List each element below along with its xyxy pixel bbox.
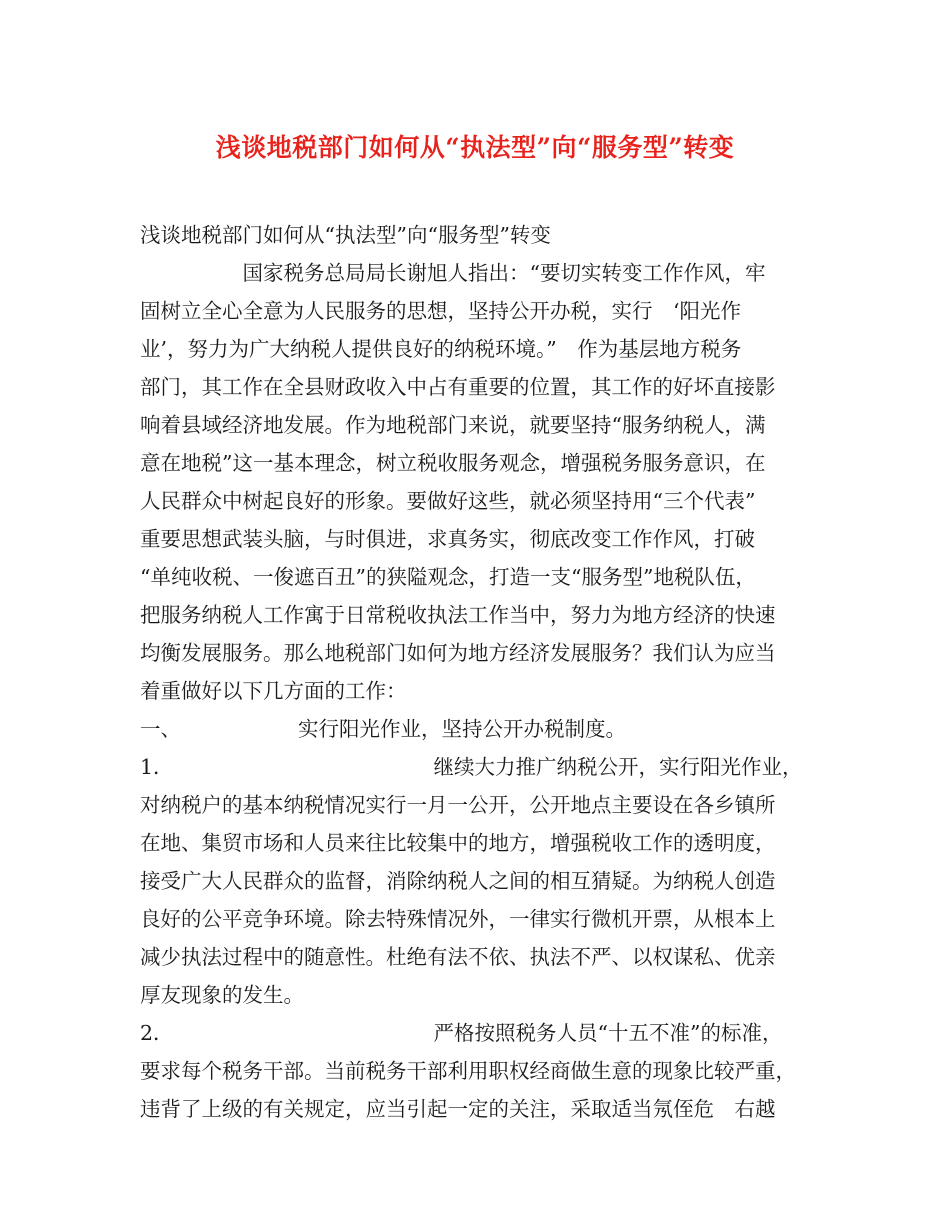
document-title: 浅谈地税部门如何从“执法型”向“服务型”转变	[215, 133, 735, 162]
paragraph-line: 着重做好以下几方面的工作：	[140, 679, 407, 703]
paragraph-line: 重要思想武装头脑，与时俱进，求真务实，彻底改变工作作风，打破	[140, 527, 755, 551]
section-number: 一、	[140, 717, 181, 741]
paragraph-line: 响着县域经济地发展。作为地税部门来说，就要坚持“服务纳税人，满	[140, 413, 766, 437]
list-item-text: 继续大力推广纳税公开，实行阳光作业，	[433, 755, 803, 779]
paragraph-line: 厚友现象的发生。	[140, 983, 304, 1007]
paragraph-line: 国家税务总局局长谢旭人指出：“要切实转变工作作风，牢	[140, 261, 766, 285]
list-item-heading	[140, 1014, 820, 1052]
list-item-number: 2．	[140, 1021, 174, 1045]
paragraph-line: 在地、集贸市场和人员来往比较集中的地方，增强税收工作的透明度，	[140, 831, 776, 855]
paragraph-line: 部门，其工作在全县财政收入中占有重要的位置，其工作的好坏直接影	[140, 375, 776, 399]
paragraph-line: 良好的公平竞争环境。除去特殊情况外，一律实行微机开票，从根本上	[140, 907, 776, 931]
paragraph-line: 减少执法过程中的随意性。杜绝有法不依、执法不严、以权谋私、优亲	[140, 945, 776, 969]
paragraph-line: 把服务纳税人工作寓于日常税收执法工作当中，努力为地方经济的快速	[140, 603, 776, 627]
paragraph-line: 要求每个税务干部。当前税务干部利用职权经商做生意的现象比较严重，	[140, 1059, 796, 1083]
paragraph-line: 违背了上级的有关规定，应当引起一定的关注，采取适当氖侄危 右越	[140, 1097, 776, 1121]
paragraph-line: 浅谈地税部门如何从“执法型”向“服务型”转变	[140, 223, 551, 247]
paragraph-line: 对纳税户的基本纳税情况实行一月一公开，公开地点主要设在各乡镇所	[140, 793, 776, 817]
list-item-heading	[140, 748, 820, 786]
paragraph-line: 接受广大人民群众的监督，消除纳税人之间的相互猜疑。为纳税人创造	[140, 869, 776, 893]
section-heading	[140, 710, 820, 748]
paragraph-line: 业’，努力为广大纳税人提供良好的纳税环境。” 作为基层地方税务	[140, 337, 742, 361]
paragraph-line: “单纯收税、一俊遮百丑”的狭隘观念，打造一支“服务型”地税队伍，	[140, 565, 756, 589]
document-body	[140, 216, 820, 1128]
paragraph-line: 固树立全心全意为人民服务的思想，坚持公开办税，实行 ‘阳光作	[140, 299, 742, 323]
paragraph-line: 意在地税”这一基本理念，树立税收服务观念，增强税务服务意识，在	[140, 451, 766, 475]
paragraph-line: 均衡发展服务。那么地税部门如何为地方经济发展服务？我们认为应当	[140, 641, 776, 665]
list-item-number: 1．	[140, 755, 174, 779]
section-heading-text: 实行阳光作业，坚持公开办税制度。	[298, 717, 626, 741]
paragraph-line: 人民群众中树起良好的形象。要做好这些，就必须坚持用“三个代表”	[140, 489, 756, 513]
list-item-text: 严格按照税务人员“十五不准”的标准，	[433, 1021, 783, 1045]
